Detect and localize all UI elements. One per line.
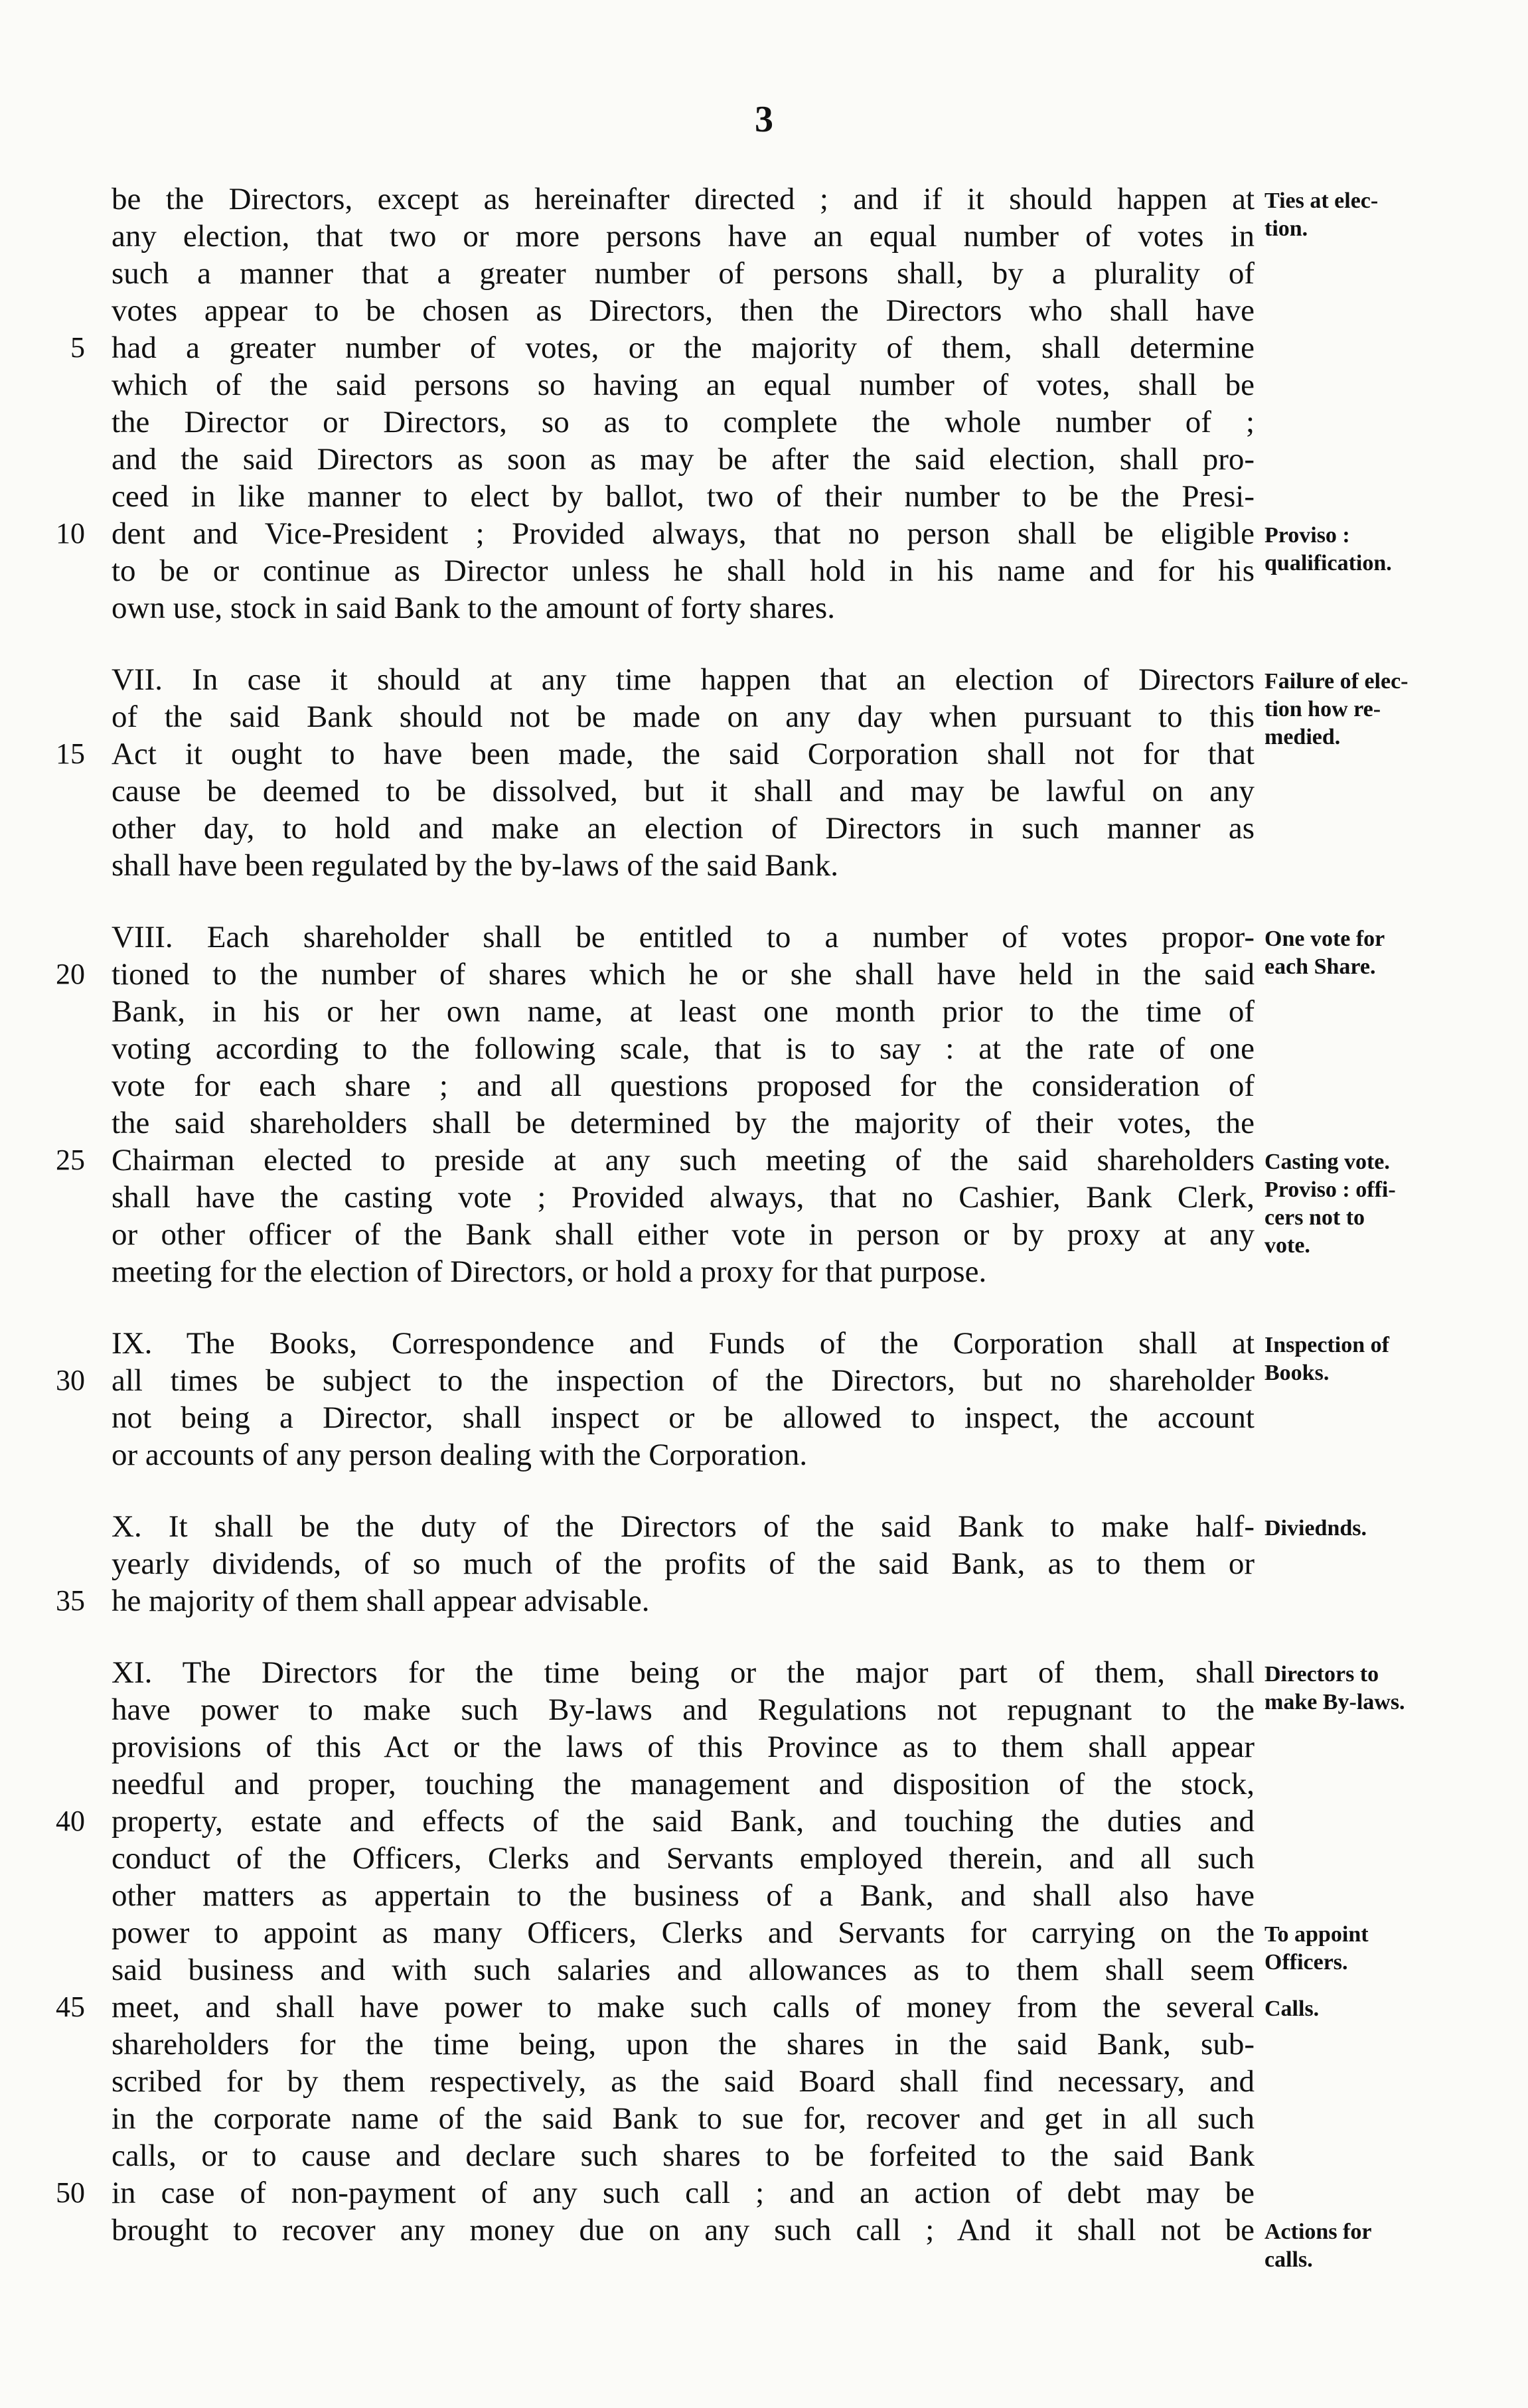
text-line: calls, or to cause and declare such shares to be forfeited to the said Bank (112, 2139, 1255, 2173)
line-number: 25 (56, 1144, 85, 1176)
text-line: shall have the casting vote ; Provided always, that no Cashier, Bank Clerk, (112, 1180, 1255, 1215)
line-number: 45 (56, 1991, 85, 2023)
line-number: 35 (56, 1584, 85, 1617)
text-line: brought to recover any money due on any such call ; And it shall not be (112, 2213, 1255, 2247)
text-line: in the corporate name of the said Bank to sue for, recover and get in all such (112, 2101, 1255, 2136)
text-line: have power to make such By-laws and Regulations not repugnant to the (112, 1693, 1255, 1727)
text-line: in case of non-payment of any such call ; and an action of debt may be (112, 2176, 1255, 2210)
line-number: 40 (56, 1805, 85, 1837)
margin-note: To appoint Officers. (1264, 1922, 1369, 1975)
margin-note: Actions for calls. (1264, 2220, 1372, 2272)
text-line: Bank, in his or her own name, at least one month prior to the time of (112, 994, 1255, 1029)
text-line: tioned to the number of shares which he or she shall have held in the said (112, 957, 1255, 992)
margin-note: Ties at elec- tion. (1264, 188, 1379, 241)
text-line: and the said Directors as soon as may be after the said election, shall pro- (112, 442, 1255, 477)
text-line: cause be deemed to be dissolved, but it shall and may be lawful on any (112, 774, 1255, 808)
margin-note: One vote for each Share. (1264, 927, 1385, 979)
text-line: power to appoint as many Officers, Clerks and Servants for carrying on the (112, 1916, 1255, 1950)
margin-note: Failure of elec- tion how re- medied. (1264, 669, 1409, 749)
text-line: IX. The Books, Correspondence and Funds of the Corporation shall at (112, 1326, 1255, 1361)
line-number: 30 (56, 1364, 85, 1396)
margin-note: Diviednds. (1264, 1516, 1367, 1541)
text-line: scribed for by them respectively, as the said Board shall find necessary, and (112, 2064, 1255, 2099)
margin-note: Calls. (1264, 1996, 1320, 2021)
text-line: of the said Bank should not be made on any day when pursuant to this (112, 700, 1255, 734)
text-line: X. It shall be the duty of the Directors of the said Bank to make half- (112, 1509, 1255, 1544)
line-number: 50 (56, 2176, 85, 2209)
text-line: or accounts of any person dealing with the Corporation. (112, 1438, 808, 1472)
text-line: Act it ought to have been made, the said Corporation shall not for that (112, 737, 1255, 771)
text-line: meet, and shall have power to make such calls of money from the several (112, 1990, 1255, 2024)
text-line: dent and Vice-President ; Provided always, that no person shall be eligible (112, 516, 1255, 551)
text-line: any election, that two or more persons have an equal number of votes in (112, 219, 1255, 254)
text-line: shareholders for the time being, upon the shares in the said Bank, sub- (112, 2027, 1255, 2062)
text-line: VII. In case it should at any time happen that an election of Directors (112, 662, 1255, 697)
text-line: vote for each share ; and all questions proposed for the consideration of (112, 1069, 1255, 1103)
margin-note: Casting vote. Proviso : offi- cers not to vote. (1264, 1150, 1396, 1258)
line-number: 15 (56, 737, 85, 770)
text-line: property, estate and effects of the said Bank, and touching the duties and (112, 1804, 1255, 1839)
line-number: 10 (56, 517, 85, 550)
text-line: ceed in like manner to elect by ballot, two of their number to be the Presi- (112, 479, 1255, 514)
line-number: 5 (70, 331, 85, 364)
text-line: XI. The Directors for the time being or the major part of them, shall (112, 1655, 1255, 1690)
text-line: votes appear to be chosen as Directors, then the Directors who shall have (112, 293, 1255, 328)
text-line: Chairman elected to preside at any such meeting of the said shareholders (112, 1143, 1255, 1177)
text-line: provisions of this Act or the laws of this Province as to them shall appear (112, 1730, 1255, 1764)
text-line: own use, stock in said Bank to the amount of forty shares. (112, 591, 835, 625)
page-number: 3 (755, 99, 773, 140)
text-line: needful and proper, touching the management and disposition of the stock, (112, 1767, 1255, 1801)
text-line: other matters as appertain to the business of a Bank, and shall also have (112, 1878, 1255, 1913)
text-line: which of the said persons so having an equal number of votes, shall be (112, 368, 1255, 402)
text-line: the Director or Directors, so as to complete the whole number of ; (112, 405, 1255, 439)
text-line: all times be subject to the inspection of the Directors, but no shareholder (112, 1363, 1255, 1398)
text-line: other day, to hold and make an election of Directors in such manner as (112, 811, 1255, 846)
margin-note: Directors to make By-laws. (1264, 1662, 1405, 1714)
line-number: 20 (56, 958, 85, 990)
text-line: shall have been regulated by the by-laws of the said Bank. (112, 848, 839, 883)
text-line: the said shareholders shall be determined by the majority of their votes, the (112, 1106, 1255, 1140)
text-line: to be or continue as Director unless he shall hold in his name and for his (112, 554, 1255, 588)
text-line: he majority of them shall appear advisable. (112, 1584, 650, 1618)
text-line: yearly dividends, of so much of the profits of the said Bank, as to them or (112, 1546, 1255, 1581)
text-line: be the Directors, except as hereinafter directed ; and if it should happen at (112, 182, 1255, 216)
text-line: meeting for the election of Directors, or hold a proxy for that purpose. (112, 1254, 987, 1289)
text-line: or other officer of the Bank shall either vote in person or by proxy at any (112, 1217, 1255, 1252)
text-line: not being a Director, shall inspect or be allowed to inspect, the account (112, 1400, 1255, 1435)
text-line: such a manner that a greater number of persons shall, by a plurality of (112, 256, 1255, 291)
text-line: had a greater number of votes, or the majority of them, shall determine (112, 331, 1255, 365)
text-line: conduct of the Officers, Clerks and Servants employed therein, and all such (112, 1841, 1255, 1876)
margin-note: Proviso : qualification. (1264, 523, 1392, 575)
text-line: VIII. Each shareholder shall be entitled to a number of votes propor- (112, 920, 1255, 954)
text-line (112, 2249, 1255, 2286)
margin-note: Inspection of Books. (1264, 1333, 1389, 1385)
text-line: said business and with such salaries and allowances as to them shall seem (112, 1953, 1255, 1987)
text-line: voting according to the following scale, that is to say : at the rate of one (112, 1031, 1255, 1066)
